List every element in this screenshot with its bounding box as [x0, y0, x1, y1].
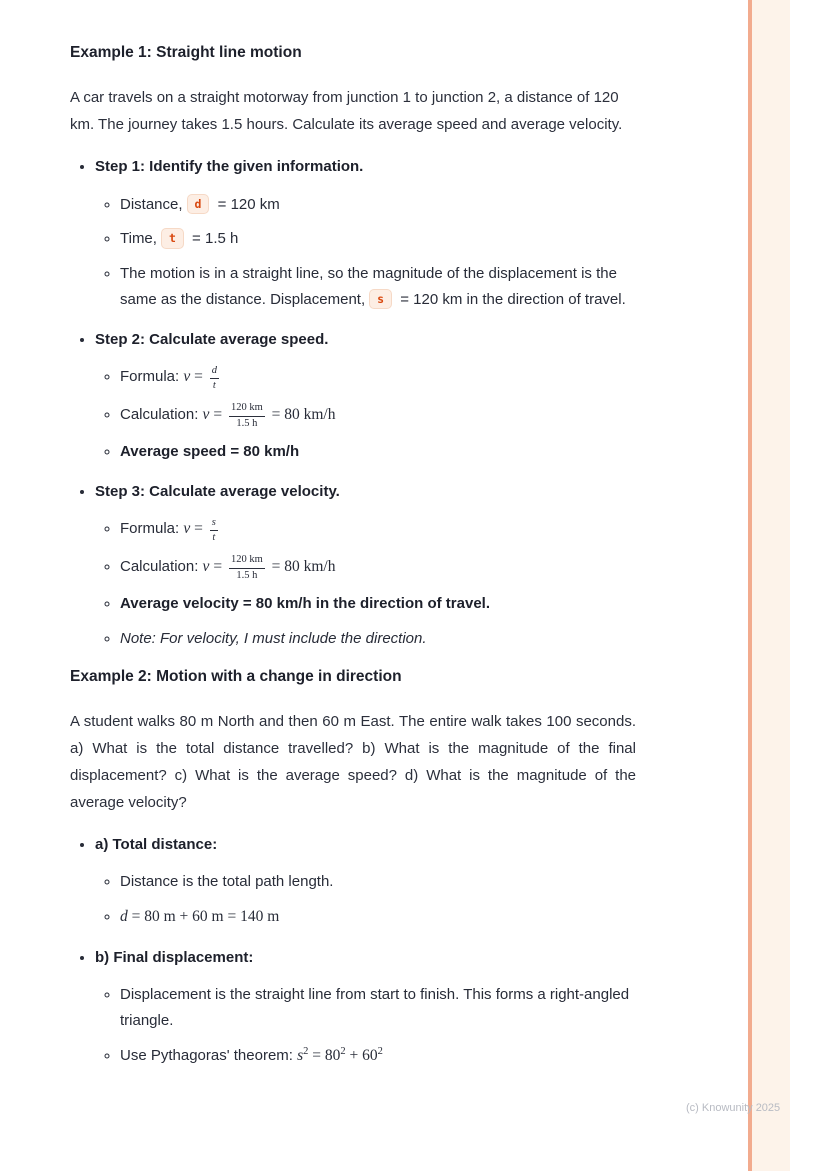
example2-intro-paragraph: A student walks 80 m North and then 60 m East. The entire walk takes 100 seconds. a) What is the total distance travelled? b) What is the magnitude of the final displacement? c) What is the average speed? d) What is the magnitude of the average velocity? — [70, 712, 636, 811]
step1-sublist — [95, 192, 636, 313]
list-item: ◦ Average velocity = 80 km/h in the direction of travel. — [120, 591, 636, 617]
list-item: ◦ Distance, d = 120 km — [120, 192, 636, 218]
page-edge-band — [752, 0, 790, 1171]
step2-title: Step 2: Calculate average speed. — [95, 330, 329, 348]
list-item-step3 — [95, 479, 636, 652]
list-item: ◦ Calculation: v = $\frac{120 km}{1.5 h}$ = 80 km/h — [120, 402, 636, 430]
example1-heading: Example 1: Straight line motion — [70, 44, 302, 61]
example1-steps-list — [70, 154, 636, 652]
document-content — [70, 44, 636, 1085]
list-item: ◦ The motion is in a straight line, so the magnitude of the displacement is the same as the distance. Displacement, s = 120 km in the direction of travel. — [120, 261, 636, 313]
list-item: ◦ Formula: v = $\frac{d}{t}$ — [120, 364, 636, 392]
list-item: ◦ Average speed = 80 km/h — [120, 439, 636, 465]
part-b-sublist — [95, 982, 636, 1069]
list-item: ◦ Time, t = 1.5 h — [120, 226, 636, 252]
step1-title: Step 1: Identify the given information. — [95, 158, 364, 175]
step3-sublist — [95, 516, 636, 651]
example2-parts-list — [70, 832, 636, 1070]
list-item: ◦ Formula: v = $\frac{s}{t}$ — [120, 516, 636, 544]
example1-intro-paragraph: A car travels on a straight motorway from junction 1 to junction 2, a distance of 120 km. The journey takes 1.5 hours. Calculate its average speed and average velocity. — [70, 89, 623, 133]
list-item: ◦ Calculation: v = $\frac{120 km}{1.5 h}$ = 80 km/h — [120, 554, 636, 582]
copyright-watermark: (c) Knowunity 2025 — [686, 1102, 781, 1114]
step2-sublist — [95, 364, 636, 465]
list-item: ◦ d = 80 m + 60 m = 140 m — [120, 904, 636, 931]
part-a-title: a) Total distance: — [95, 835, 218, 853]
page-edge-accent-line — [748, 0, 752, 1171]
list-item-part-b — [95, 945, 636, 1070]
list-item: ◦ Distance is the total path length. — [120, 869, 636, 895]
list-item: ◦ Use Pythagoras' theorem: $s^2 = 80^2 + 60^2$ — [120, 1043, 636, 1070]
part-a-sublist — [95, 869, 636, 930]
list-item: ◦ Displacement is the straight line from start to finish. This forms a right-angled triangle. — [120, 982, 636, 1034]
part-b-title: b) Final displacement: — [95, 948, 254, 966]
step3-title: Step 3: Calculate average velocity. — [95, 482, 340, 500]
list-item-step2 — [95, 327, 636, 465]
list-item-part-a — [95, 832, 636, 931]
example2-heading: Example 2: Motion with a change in direction — [70, 667, 402, 685]
list-item: ◦ Note: For velocity, I must include the direction. — [120, 626, 636, 652]
list-item-step1 — [95, 154, 636, 313]
